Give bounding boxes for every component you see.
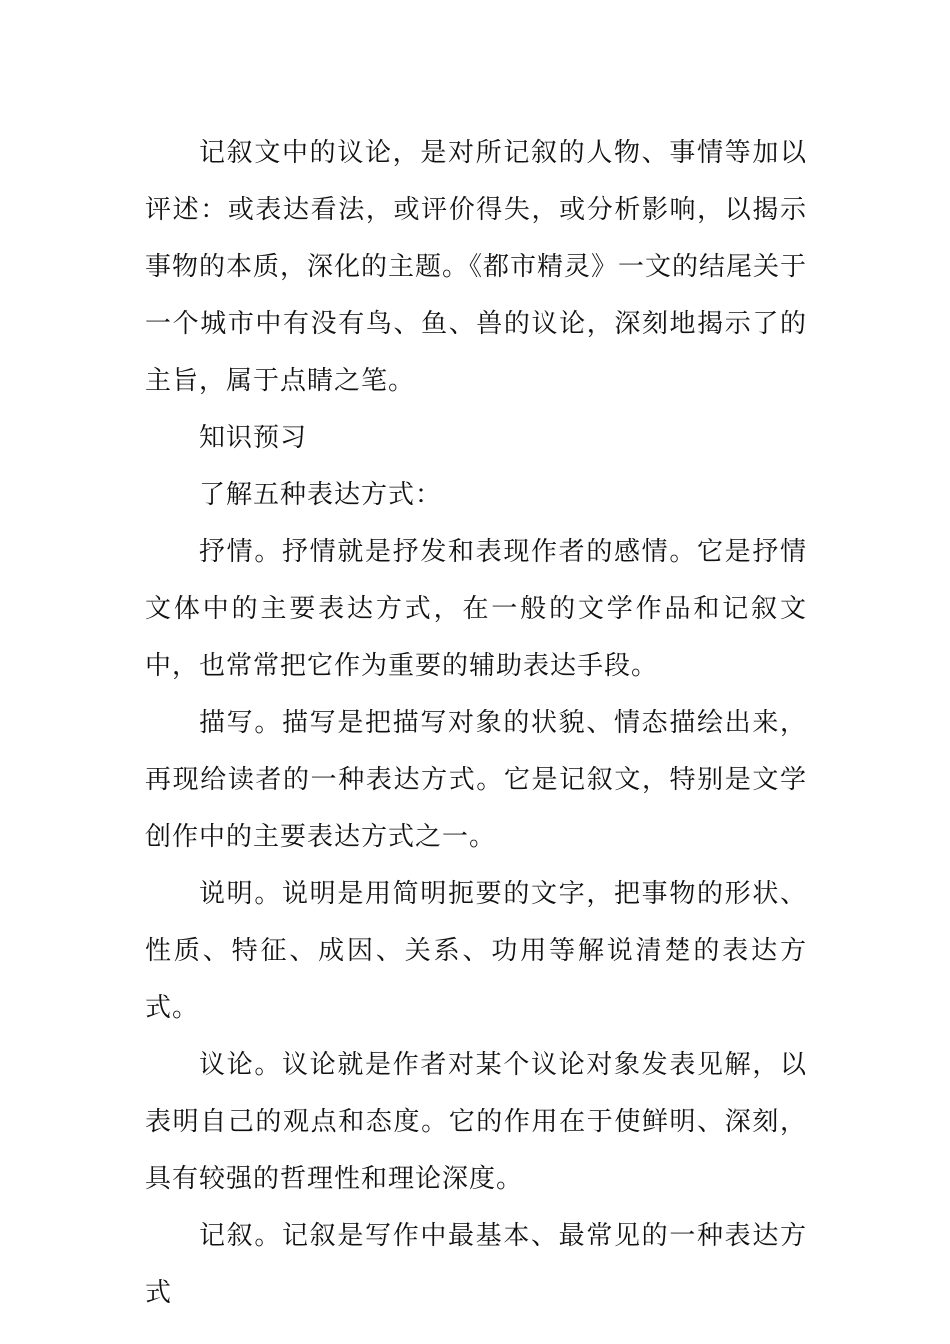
paragraph-narration: 记叙。记叙是写作中最基本、最常见的一种表达方式 (145, 1221, 807, 1308)
paragraph-description: 描写。描写是把描写对象的状貌、情态描绘出来，再现给读者的一种表达方式。它是记叙文，特别是文学创作中的主要表达方式之一。 (145, 708, 807, 852)
paragraph-narrative-discussion: 记叙文中的议论，是对所记叙的人物、事情等加以评述：或表达看法，或评价得失，或分析影响，以揭示事物的本质，深化的主题。《都市精灵》一文的结尾关于一个城市中有没有鸟、鱼、兽的议论，深刻地揭示了的主旨，属于点睛之笔。 (145, 138, 808, 396)
paragraph-five-expressions: 了解五种表达方式： (199, 480, 443, 510)
paragraph-knowledge-preview: 知识预习 (199, 423, 308, 453)
document-body (145, 125, 807, 1322)
paragraph-exposition: 说明。说明是用简明扼要的文字，把事物的形状、性质、特征、成因、关系、功用等解说清楚的表达方式。 (145, 879, 807, 1023)
paragraph-argument: 议论。议论就是作者对某个议论对象发表见解，以表明自己的观点和态度。它的作用在于使鲜明、深刻，具有较强的哲理性和理论深度。 (145, 1050, 807, 1194)
paragraph-lyric: 抒情。抒情就是抒发和表现作者的感情。它是抒情文体中的主要表达方式，在一般的文学作品和记叙文中，也常常把它作为重要的辅助表达手段。 (145, 537, 807, 681)
